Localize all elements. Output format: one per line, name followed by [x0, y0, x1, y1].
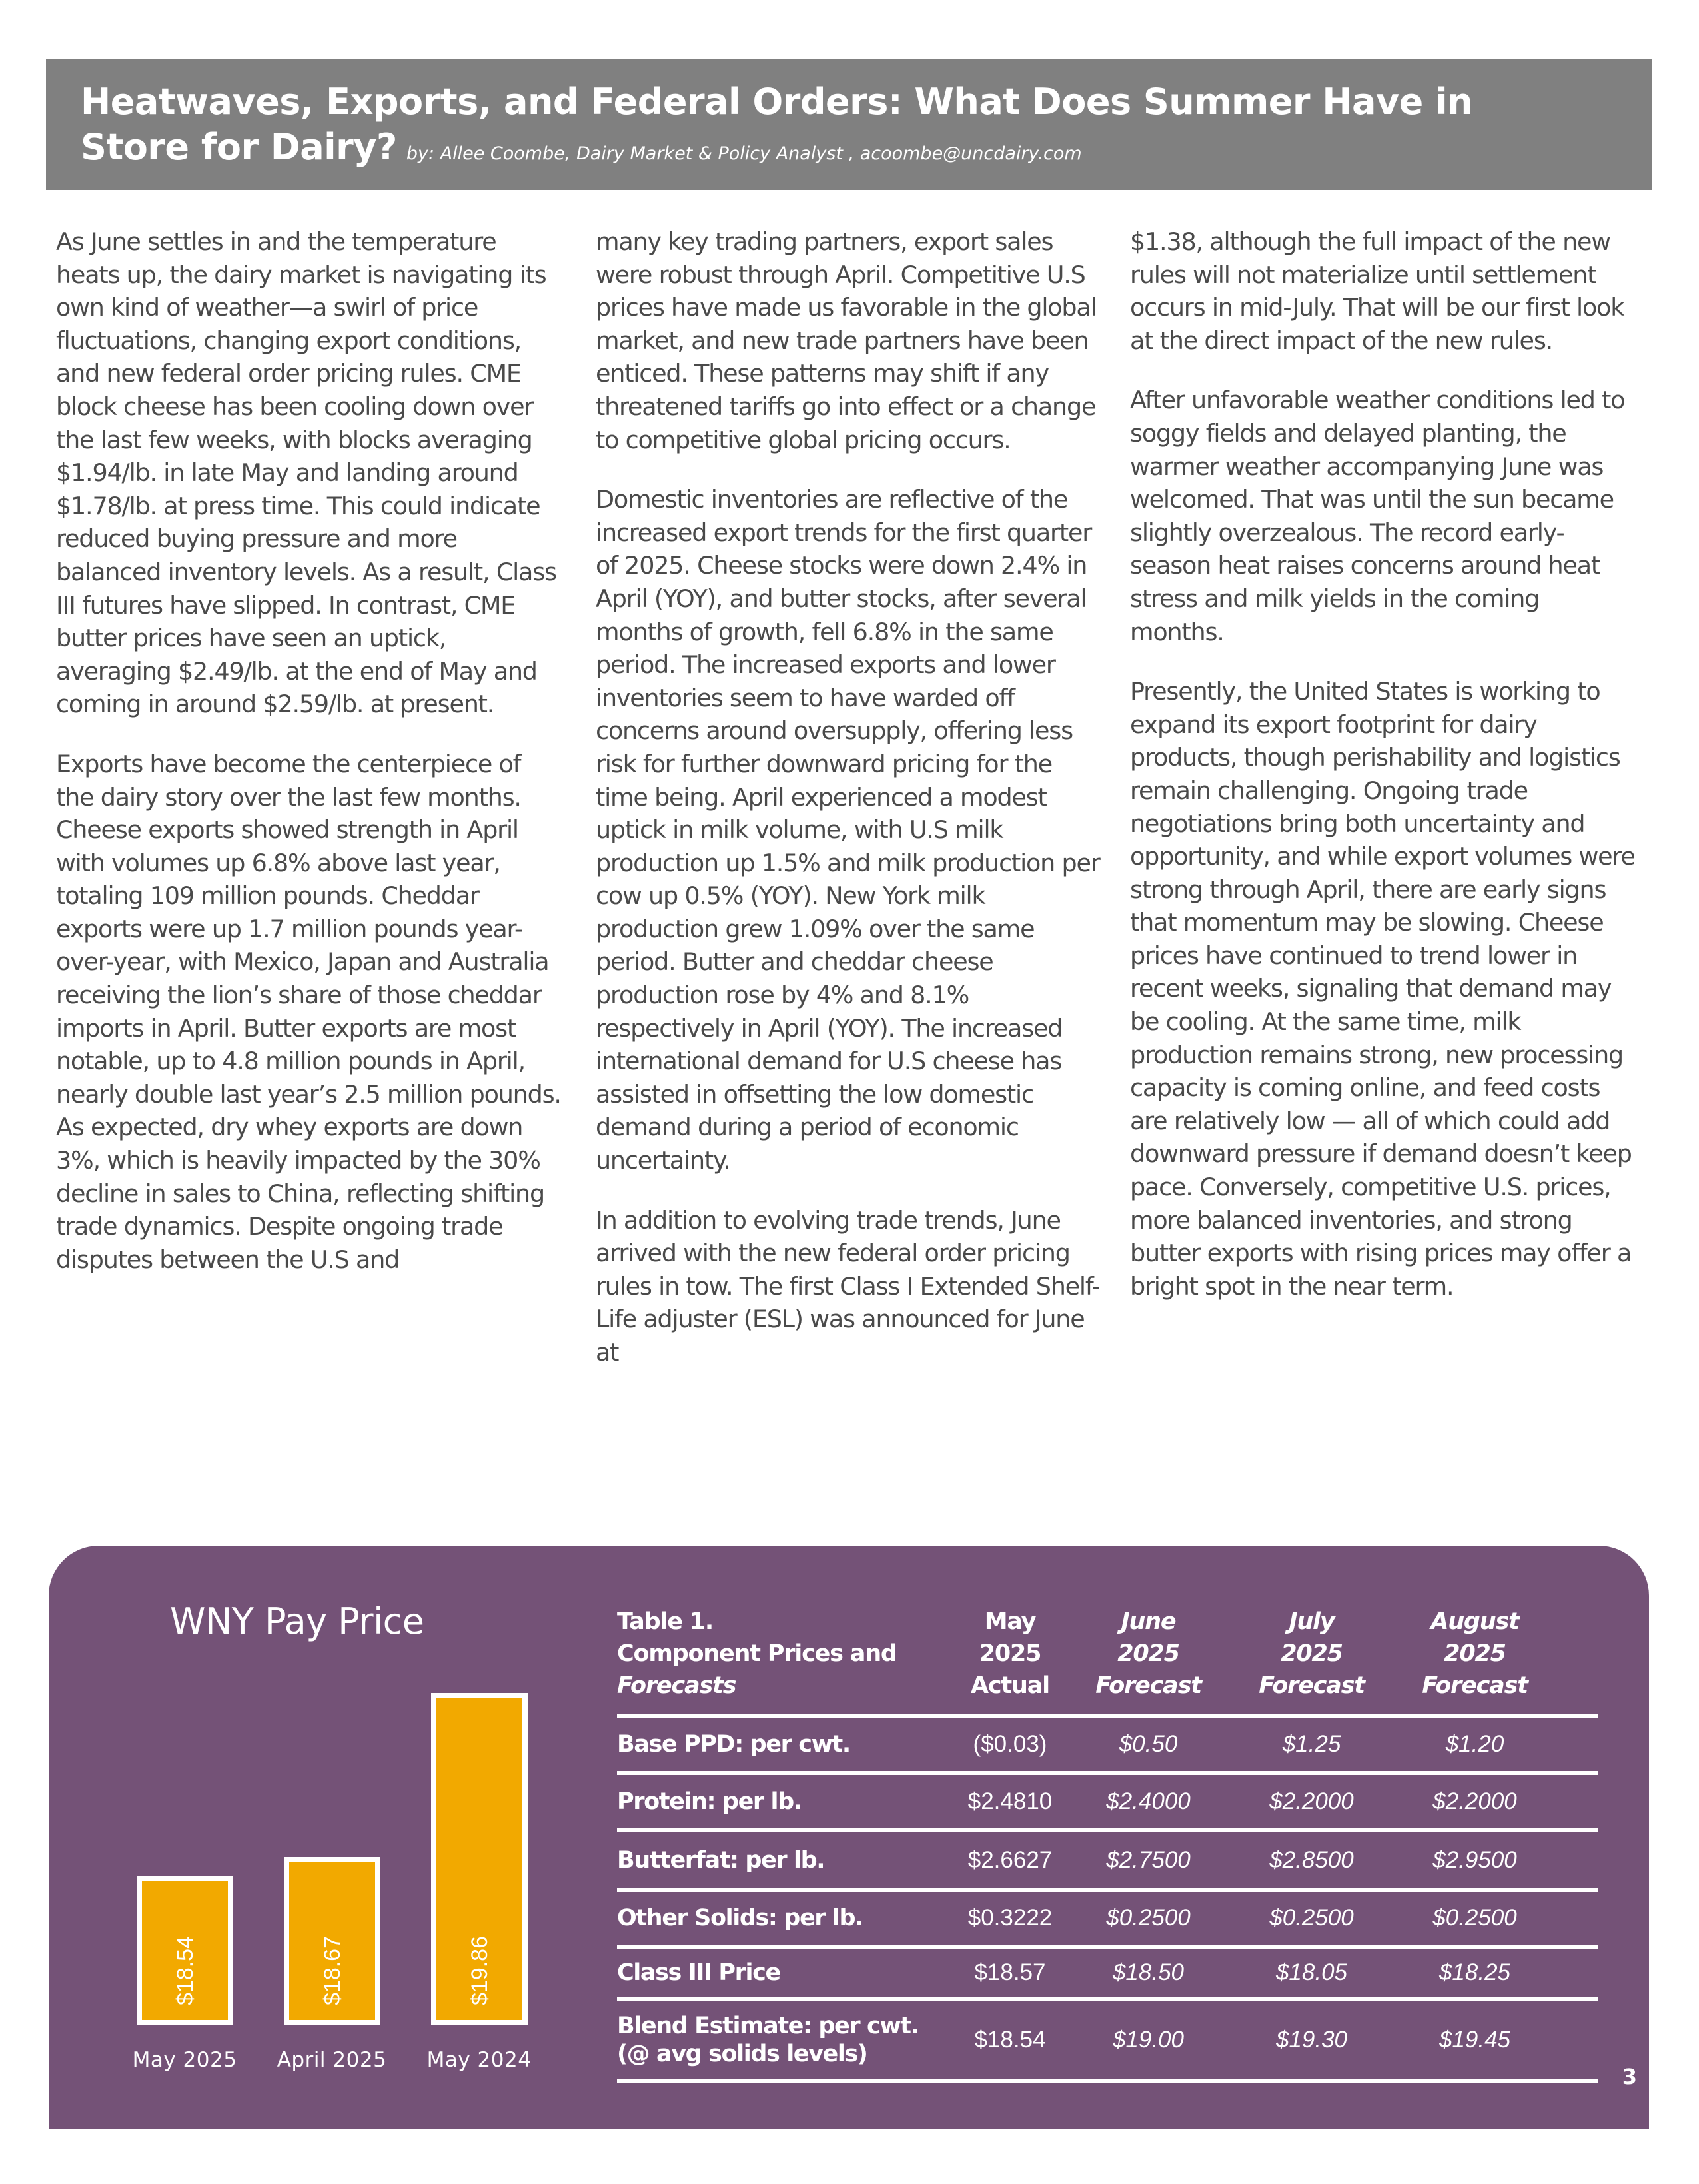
chart-category-label: May 2024 — [426, 2048, 532, 2072]
column-header-june-2025 — [1067, 1606, 1230, 1714]
row-label: Other Solids: per lb. — [617, 1905, 863, 1931]
row-label: Class III Price — [617, 1959, 780, 1986]
article-column-1 — [56, 225, 562, 1396]
cell-july-forecast: $2.8500 — [1269, 1846, 1354, 1873]
table-row-protein — [617, 1775, 1616, 1828]
chart-category-label: April 2025 — [277, 2048, 387, 2072]
cell-june-forecast: $2.7500 — [1106, 1846, 1191, 1873]
table-row-other-solids — [617, 1892, 1616, 1945]
row-label — [617, 2012, 953, 2068]
table-caption — [617, 1606, 953, 1714]
article-header-bar — [46, 59, 1652, 190]
cell-august-forecast: $2.2000 — [1432, 1788, 1517, 1814]
row-label: Protein: per lb. — [617, 1788, 802, 1815]
paragraph: As June settles in and the temperature heats up, the dairy market is navigating its own kind of weather—a swirl of price fluctuations, changing export conditions, and new federal order pricing rules. CME block cheese has been cooling down over the last few weeks, with blocks averaging $1.94/lb. in late May and landing around $1.78/lb. at press time. This could indicate reduced buying pressure and more balanced inventory levels. As a result, Class III futures have slipped. In contrast, CME butter prices have seen an uptick, averaging $2.49/lb. at the end of May and coming in around $2.59/lb. at present. — [56, 227, 556, 719]
price-summary-panel — [49, 1546, 1649, 2129]
bar-value-label: $19.86 — [466, 1936, 492, 2005]
cell-may-actual: $0.3222 — [967, 1905, 1053, 1931]
cell-july-forecast: $2.2000 — [1269, 1788, 1354, 1814]
column-header-july-2025 — [1230, 1606, 1393, 1714]
cell-august-forecast: $0.2500 — [1432, 1905, 1517, 1931]
column-header-type: Forecast — [1259, 1672, 1365, 1699]
row-label: Butterfat: per lb. — [617, 1846, 825, 1874]
column-header-type: Forecast — [1095, 1672, 1201, 1699]
bar-value-label: $18.54 — [172, 1936, 198, 2005]
cell-june-forecast: $2.4000 — [1106, 1788, 1191, 1814]
cell-july-forecast: $18.05 — [1275, 1959, 1348, 1985]
table-row-base-ppd — [617, 1718, 1616, 1771]
column-header-year: 2025 — [1117, 1640, 1179, 1667]
article-title-line-2: Store for Dairy? — [81, 126, 397, 168]
column-header-year: 2025 — [1444, 1640, 1506, 1667]
cell-may-actual: $18.54 — [974, 2027, 1046, 2053]
cell-june-forecast: $0.50 — [1119, 1731, 1178, 1757]
cell-may-actual: $2.6627 — [967, 1846, 1053, 1873]
column-header-year: 2025 — [979, 1640, 1041, 1667]
table-caption-line: Table 1. — [617, 1608, 714, 1635]
cell-june-forecast: $19.00 — [1112, 2027, 1185, 2053]
cell-may-actual: $18.57 — [974, 1959, 1046, 1985]
cell-july-forecast: $19.30 — [1275, 2027, 1348, 2053]
cell-may-actual: ($0.03) — [973, 1731, 1047, 1757]
cell-june-forecast: $18.50 — [1112, 1959, 1185, 1985]
article-body — [56, 225, 1636, 1396]
chart-category-label: May 2025 — [132, 2048, 237, 2072]
bar-value-label: $18.67 — [319, 1936, 345, 2005]
column-header-type: Actual — [971, 1672, 1049, 1699]
page-number: 3 — [1622, 2064, 1637, 2089]
cell-may-actual: $2.4810 — [967, 1788, 1053, 1814]
row-label: Base PPD: per cwt. — [617, 1731, 850, 1758]
table-header — [617, 1606, 1616, 1714]
table-row-class-iii-price — [617, 1949, 1616, 1997]
cell-june-forecast: $0.2500 — [1106, 1905, 1191, 1931]
column-header-may-2025 — [953, 1606, 1067, 1714]
row-label-line: (@ avg solids levels) — [617, 2041, 867, 2067]
table-row-blend-estimate — [617, 2001, 1616, 2079]
chart-bar-may-2024 — [431, 1693, 528, 2025]
chart-bar-may-2025 — [137, 1876, 233, 2025]
paragraph: After unfavorable weather conditions led to soggy fields and delayed planting, the warmer weather accompanying June was welcomed. That was until the sun became slightly overzealous. The record early-season heat raises concerns around heat stress and milk yields in the coming months. — [1130, 386, 1625, 646]
table-caption-line: Component Prices and — [617, 1640, 897, 1667]
cell-august-forecast: $1.20 — [1445, 1731, 1504, 1757]
column-header-month: July — [1289, 1608, 1335, 1635]
cell-july-forecast: $0.2500 — [1269, 1905, 1354, 1931]
column-header-year: 2025 — [1281, 1640, 1343, 1667]
article-title — [81, 79, 1652, 177]
cell-august-forecast: $18.25 — [1438, 1959, 1511, 1985]
paragraph: Exports have become the centerpiece of the dairy story over the last few months. Cheese exports showed strength in April with volumes up 6.8% above last year, totaling 109 million pounds. Cheddar exports were up 1.7 million pounds year-over-year, with Mexico, Japan and Australia receiving the lion’s share of those cheddar imports in April. Butter exports are most notable, up to 4.8 million pounds in April, nearly double last year’s 2.5 million pounds. As expected, dry whey exports are down 3%, which is heavily impacted by the 30% decline in sales to China, reflecting shifting trade dynamics. Despite ongoing trade disputes between the U.S and — [56, 749, 561, 1274]
cell-july-forecast: $1.25 — [1282, 1731, 1341, 1757]
table-caption-line: Forecasts — [617, 1672, 736, 1699]
author-byline: by: Allee Coombe, Dairy Market & Policy Analyst , acoombe@uncdairy.com — [406, 143, 1082, 164]
paragraph: many key trading partners, export sales were robust through April. Competitive U.S prices have made us favorable in the global market, and new trade partners have been enticed. These patterns may shift if any threatened tariffs go into effect or a change to competitive global pricing occurs. — [596, 227, 1097, 454]
chart-bar-april-2025 — [284, 1857, 380, 2025]
table-row-butterfat — [617, 1832, 1616, 1888]
cell-august-forecast: $19.45 — [1438, 2027, 1511, 2053]
paragraph: $1.38, although the full impact of the new rules will not materialize until settlement occurs in mid-July. That will be our first look at the direct impact of the new rules. — [1130, 227, 1624, 355]
paragraph: Presently, the United States is working to expand its export footprint for dairy products, though perishability and logistics remain challenging. Ongoing trade negotiations bring both uncertainty and opportunity, and while export volumes were strong through April, there are early signs that momentum may be slowing. Cheese prices have continued to trend lower in recent weeks, signaling that demand may be cooling. At the same time, milk production remains strong, new processing capacity is coming online, and feed costs are relatively low — all of which could add downward pressure if demand doesn’t keep pace. Conversely, competitive U.S. prices, more balanced inventories, and strong butter exports with rising prices may offer a bright spot in the near term. — [1130, 677, 1635, 1301]
column-header-month: May — [984, 1608, 1036, 1635]
chart-title: WNY Pay Price — [170, 1600, 424, 1642]
article-title-line-1: Heatwaves, Exports, and Federal Orders: What Does Summer Have in — [81, 81, 1473, 123]
paragraph: Domestic inventories are reflective of the increased export trends for the first quarter of 2025. Cheese stocks were down 2.4% in April (YOY), and butter stocks, after several months of growth, fell 6.8% in the same period. The increased exports and lower inventories seem to have warded off concerns around oversupply, offering less risk for further downward pricing for the time being. April experienced a modest uptick in milk volume, with U.S milk production up 1.5% and milk production per cow up 0.5% (YOY). New York milk production grew 1.09% over the same period. Butter and cheddar cheese production rose by 4% and 8.1% respectively in April (YOY). The increased international demand for U.S cheese has assisted in offsetting the low domestic demand during a period of economic uncertainty. — [596, 485, 1100, 1175]
cell-august-forecast: $2.9500 — [1432, 1846, 1517, 1873]
column-header-month: June — [1121, 1608, 1176, 1635]
row-label-line: Blend Estimate: per cwt. — [617, 2013, 919, 2039]
component-prices-table — [617, 1606, 1616, 2083]
paragraph: In addition to evolving trade trends, June arrived with the new federal order pricing rules in tow. The first Class I Extended Shelf-Life adjuster (ESL) was announced for June at — [596, 1205, 1100, 1366]
table-divider — [617, 2079, 1598, 2083]
column-header-august-2025 — [1393, 1606, 1556, 1714]
column-header-month: August — [1430, 1608, 1519, 1635]
article-column-3 — [1130, 225, 1636, 1396]
article-column-2 — [596, 225, 1102, 1396]
column-header-type: Forecast — [1422, 1672, 1528, 1699]
